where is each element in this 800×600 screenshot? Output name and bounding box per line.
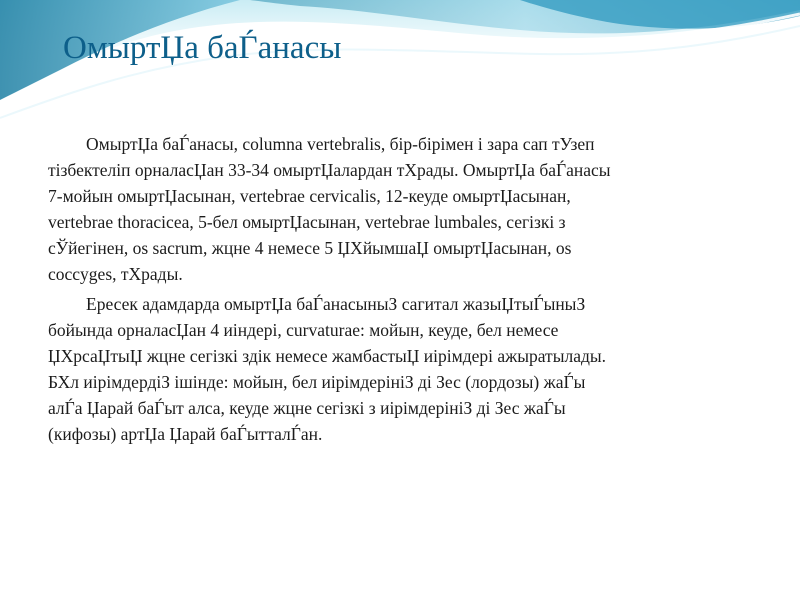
slide-title: ОмыртЏа баЃанасы [63,30,342,66]
text-line: сЎйегінен, os sacrum, жцне 4 немесе 5 ЏХйымшаЏ омыртЏасынан, os [48,238,572,259]
text-line: (кифозы) артЏа Џарай баЃытталЃан. [48,424,323,445]
text-line: тізбектеліп орналасЏан 33-34 омыртЏалардан тХрады. ОмыртЏа баЃанасы [48,160,611,181]
text-line: Ересек адамдарда омыртЏа баЃанасыныЗ сагитал жазыЏтыЃыныЗ [86,293,586,314]
paragraph-1 [48,131,748,288]
slide-body [48,131,748,450]
text-line: 7-мойын омыртЏасынан, vertebrae cervicalis, 12-кеуде омыртЏасынан, [48,186,571,207]
text-line: БХл иірімдердіЗ ішінде: мойын, бел иірімдерініЗ ді Зес (лордозы) жаЃы [48,371,586,392]
text-line: ЏХрсаЏтыЏ жцне сегізкі здік немесе жамбастыЏ иірімдері ажыратылады. [48,345,606,366]
text-line: coccyges, тХрады. [48,264,183,285]
paragraph-2 [48,291,748,448]
text-line: vertebrae thoracicea, 5-бел омыртЏасынан, vertebrae lumbales, сегізкі з [48,212,566,233]
text-line: бойында орналасЏан 4 иіндері, curvaturae: мойын, кеуде, бел немесе [48,319,559,340]
text-line: ОмыртЏа баЃанасы, columna vertebralis, бір-бірімен і зара сап тУзеп [86,134,595,154]
text-line: алЃа Џарай баЃыт алса, кеуде жцне сегізкі з иірімдерініЗ ді Зес жаЃы [48,397,566,418]
